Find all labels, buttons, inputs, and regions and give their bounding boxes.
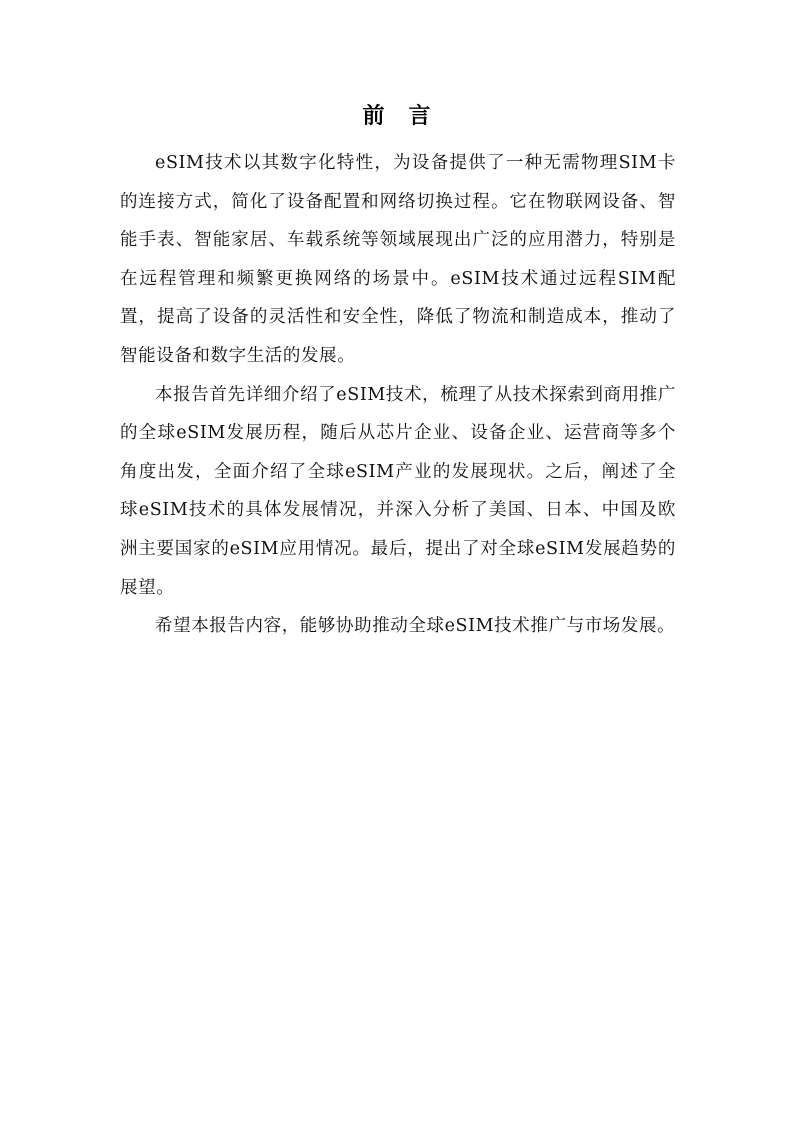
- paragraph-intro: eSIM技术以其数字化特性，为设备提供了一种无需物理SIM卡的连接方式，简化了设备配置和网络切换过程。它在物联网设备、智能手表、智能家居、车载系统等领域展现出广泛的应用潜力，特别是在远程管理和频繁更换网络的场景中。eSIM技术通过远程SIM配置，提高了设备的灵活性和安全性，降低了物流和制造成本，推动了智能设备和数字生活的发展。: [120, 153, 676, 366]
- page-title: 前言: [362, 104, 455, 129]
- paragraph-report-overview: 本报告首先详细介绍了eSIM技术，梳理了从技术探索到商用推广的全球eSIM发展历程，随后从芯片企业、设备企业、运营商等多个角度出发，全面介绍了全球eSIM产业的发展现状。之后，阐述了全球eSIM技术的具体发展情况，并深入分析了美国、日本、中国及欧洲主要国家的eSIM应用情况。最后，提出了对全球eSIM发展趋势的展望。: [120, 384, 676, 598]
- body-text: [120, 144, 676, 646]
- paragraph-closing: 希望本报告内容，能够协助推动全球eSIM技术推广与市场发展。: [155, 616, 676, 637]
